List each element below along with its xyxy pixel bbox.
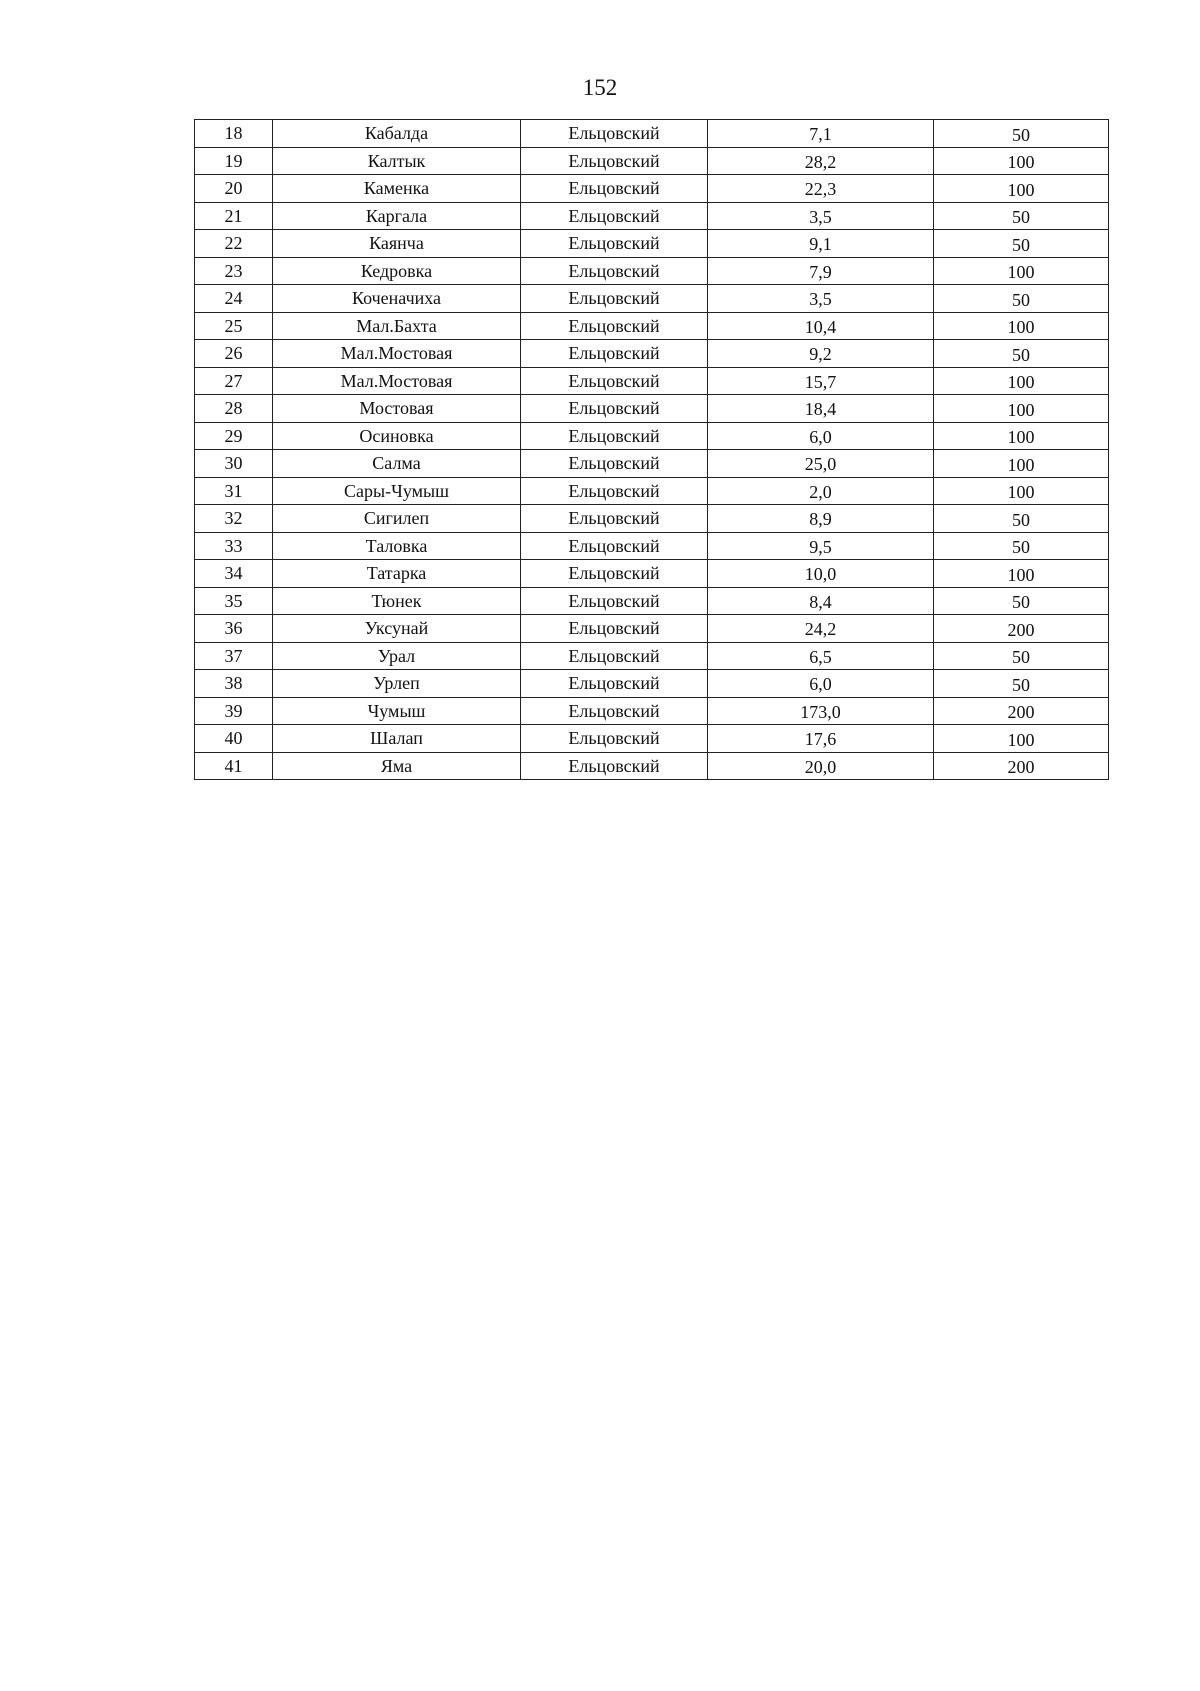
table-row: [195, 505, 1109, 533]
name-cell: Каянча: [273, 230, 521, 258]
district-cell: Ельцовский: [521, 257, 708, 285]
length-cell: 10,0: [708, 560, 934, 588]
district-cell: Ельцовский: [521, 670, 708, 698]
table-row: [195, 670, 1109, 698]
name-cell: Каменка: [273, 175, 521, 203]
district-cell: Ельцовский: [521, 285, 708, 313]
page-number: 152: [582, 75, 618, 100]
length-cell: 7,1: [708, 120, 934, 148]
table-row: [195, 477, 1109, 505]
length-cell: 22,3: [708, 175, 934, 203]
row-number-cell: 37: [195, 642, 273, 670]
name-cell: Тюнек: [273, 587, 521, 615]
capacity-cell: 200: [934, 752, 1109, 780]
capacity-cell: 50: [934, 340, 1109, 368]
district-cell: Ельцовский: [521, 202, 708, 230]
name-cell: Мостовая: [273, 395, 521, 423]
row-number-cell: 39: [195, 697, 273, 725]
table-row: [195, 450, 1109, 478]
capacity-cell: 50: [934, 202, 1109, 230]
capacity-cell: 200: [934, 615, 1109, 643]
name-cell: Чумыш: [273, 697, 521, 725]
table-row: [195, 285, 1109, 313]
district-cell: Ельцовский: [521, 587, 708, 615]
name-cell: Мал.Мостовая: [273, 340, 521, 368]
capacity-cell: 50: [934, 587, 1109, 615]
row-number-cell: 22: [195, 230, 273, 258]
table-row: [195, 697, 1109, 725]
capacity-cell: 50: [934, 285, 1109, 313]
data-table-body: [195, 120, 1109, 780]
name-cell: Татарка: [273, 560, 521, 588]
row-number-cell: 25: [195, 312, 273, 340]
length-cell: 3,5: [708, 202, 934, 230]
district-cell: Ельцовский: [521, 642, 708, 670]
table-row: [195, 175, 1109, 203]
row-number-cell: 24: [195, 285, 273, 313]
district-cell: Ельцовский: [521, 615, 708, 643]
name-cell: Шалап: [273, 725, 521, 753]
table-row: [195, 367, 1109, 395]
capacity-cell: 100: [934, 147, 1109, 175]
row-number-cell: 33: [195, 532, 273, 560]
table-row: [195, 560, 1109, 588]
capacity-cell: 50: [934, 230, 1109, 258]
name-cell: Уксунай: [273, 615, 521, 643]
table-row: [195, 642, 1109, 670]
district-cell: Ельцовский: [521, 725, 708, 753]
table-row: [195, 120, 1109, 148]
district-cell: Ельцовский: [521, 560, 708, 588]
length-cell: 18,4: [708, 395, 934, 423]
district-cell: Ельцовский: [521, 367, 708, 395]
length-cell: 8,9: [708, 505, 934, 533]
capacity-cell: 100: [934, 422, 1109, 450]
row-number-cell: 41: [195, 752, 273, 780]
length-cell: 20,0: [708, 752, 934, 780]
length-cell: 2,0: [708, 477, 934, 505]
length-cell: 17,6: [708, 725, 934, 753]
table-row: [195, 615, 1109, 643]
district-cell: Ельцовский: [521, 147, 708, 175]
data-table: [194, 119, 1109, 780]
length-cell: 7,9: [708, 257, 934, 285]
table-row: [195, 752, 1109, 780]
table-row: [195, 230, 1109, 258]
name-cell: Сары-Чумыш: [273, 477, 521, 505]
capacity-cell: 100: [934, 312, 1109, 340]
district-cell: Ельцовский: [521, 505, 708, 533]
length-cell: 173,0: [708, 697, 934, 725]
capacity-cell: 100: [934, 367, 1109, 395]
length-cell: 10,4: [708, 312, 934, 340]
table-row: [195, 257, 1109, 285]
name-cell: Каргала: [273, 202, 521, 230]
row-number-cell: 23: [195, 257, 273, 285]
capacity-cell: 100: [934, 560, 1109, 588]
length-cell: 9,1: [708, 230, 934, 258]
name-cell: Салма: [273, 450, 521, 478]
district-cell: Ельцовский: [521, 395, 708, 423]
name-cell: Урал: [273, 642, 521, 670]
table-row: [195, 395, 1109, 423]
row-number-cell: 20: [195, 175, 273, 203]
row-number-cell: 29: [195, 422, 273, 450]
length-cell: 15,7: [708, 367, 934, 395]
capacity-cell: 50: [934, 670, 1109, 698]
name-cell: Калтык: [273, 147, 521, 175]
length-cell: 25,0: [708, 450, 934, 478]
length-cell: 6,0: [708, 670, 934, 698]
name-cell: Сигилеп: [273, 505, 521, 533]
row-number-cell: 19: [195, 147, 273, 175]
row-number-cell: 18: [195, 120, 273, 148]
row-number-cell: 26: [195, 340, 273, 368]
capacity-cell: 50: [934, 120, 1109, 148]
row-number-cell: 34: [195, 560, 273, 588]
capacity-cell: 100: [934, 257, 1109, 285]
row-number-cell: 35: [195, 587, 273, 615]
name-cell: Коченачиха: [273, 285, 521, 313]
capacity-cell: 200: [934, 697, 1109, 725]
row-number-cell: 28: [195, 395, 273, 423]
name-cell: Мал.Бахта: [273, 312, 521, 340]
table-row: [195, 312, 1109, 340]
table-row: [195, 147, 1109, 175]
table-row: [195, 587, 1109, 615]
length-cell: 3,5: [708, 285, 934, 313]
row-number-cell: 27: [195, 367, 273, 395]
district-cell: Ельцовский: [521, 340, 708, 368]
row-number-cell: 38: [195, 670, 273, 698]
length-cell: 28,2: [708, 147, 934, 175]
length-cell: 8,4: [708, 587, 934, 615]
name-cell: Кедровка: [273, 257, 521, 285]
name-cell: Мал.Мостовая: [273, 367, 521, 395]
name-cell: Яма: [273, 752, 521, 780]
name-cell: Таловка: [273, 532, 521, 560]
name-cell: Урлеп: [273, 670, 521, 698]
length-cell: 6,5: [708, 642, 934, 670]
table-row: [195, 340, 1109, 368]
capacity-cell: 50: [934, 532, 1109, 560]
district-cell: Ельцовский: [521, 532, 708, 560]
row-number-cell: 32: [195, 505, 273, 533]
length-cell: 6,0: [708, 422, 934, 450]
capacity-cell: 50: [934, 505, 1109, 533]
district-cell: Ельцовский: [521, 450, 708, 478]
capacity-cell: 100: [934, 725, 1109, 753]
district-cell: Ельцовский: [521, 422, 708, 450]
row-number-cell: 31: [195, 477, 273, 505]
district-cell: Ельцовский: [521, 477, 708, 505]
length-cell: 9,2: [708, 340, 934, 368]
district-cell: Ельцовский: [521, 752, 708, 780]
row-number-cell: 40: [195, 725, 273, 753]
table-row: [195, 202, 1109, 230]
district-cell: Ельцовский: [521, 312, 708, 340]
district-cell: Ельцовский: [521, 230, 708, 258]
capacity-cell: 100: [934, 395, 1109, 423]
row-number-cell: 36: [195, 615, 273, 643]
row-number-cell: 21: [195, 202, 273, 230]
capacity-cell: 100: [934, 477, 1109, 505]
table-row: [195, 725, 1109, 753]
capacity-cell: 50: [934, 642, 1109, 670]
district-cell: Ельцовский: [521, 120, 708, 148]
row-number-cell: 30: [195, 450, 273, 478]
name-cell: Кабалда: [273, 120, 521, 148]
table-row: [195, 532, 1109, 560]
capacity-cell: 100: [934, 450, 1109, 478]
length-cell: 9,5: [708, 532, 934, 560]
length-cell: 24,2: [708, 615, 934, 643]
name-cell: Осиновка: [273, 422, 521, 450]
district-cell: Ельцовский: [521, 697, 708, 725]
district-cell: Ельцовский: [521, 175, 708, 203]
table-row: [195, 422, 1109, 450]
capacity-cell: 100: [934, 175, 1109, 203]
